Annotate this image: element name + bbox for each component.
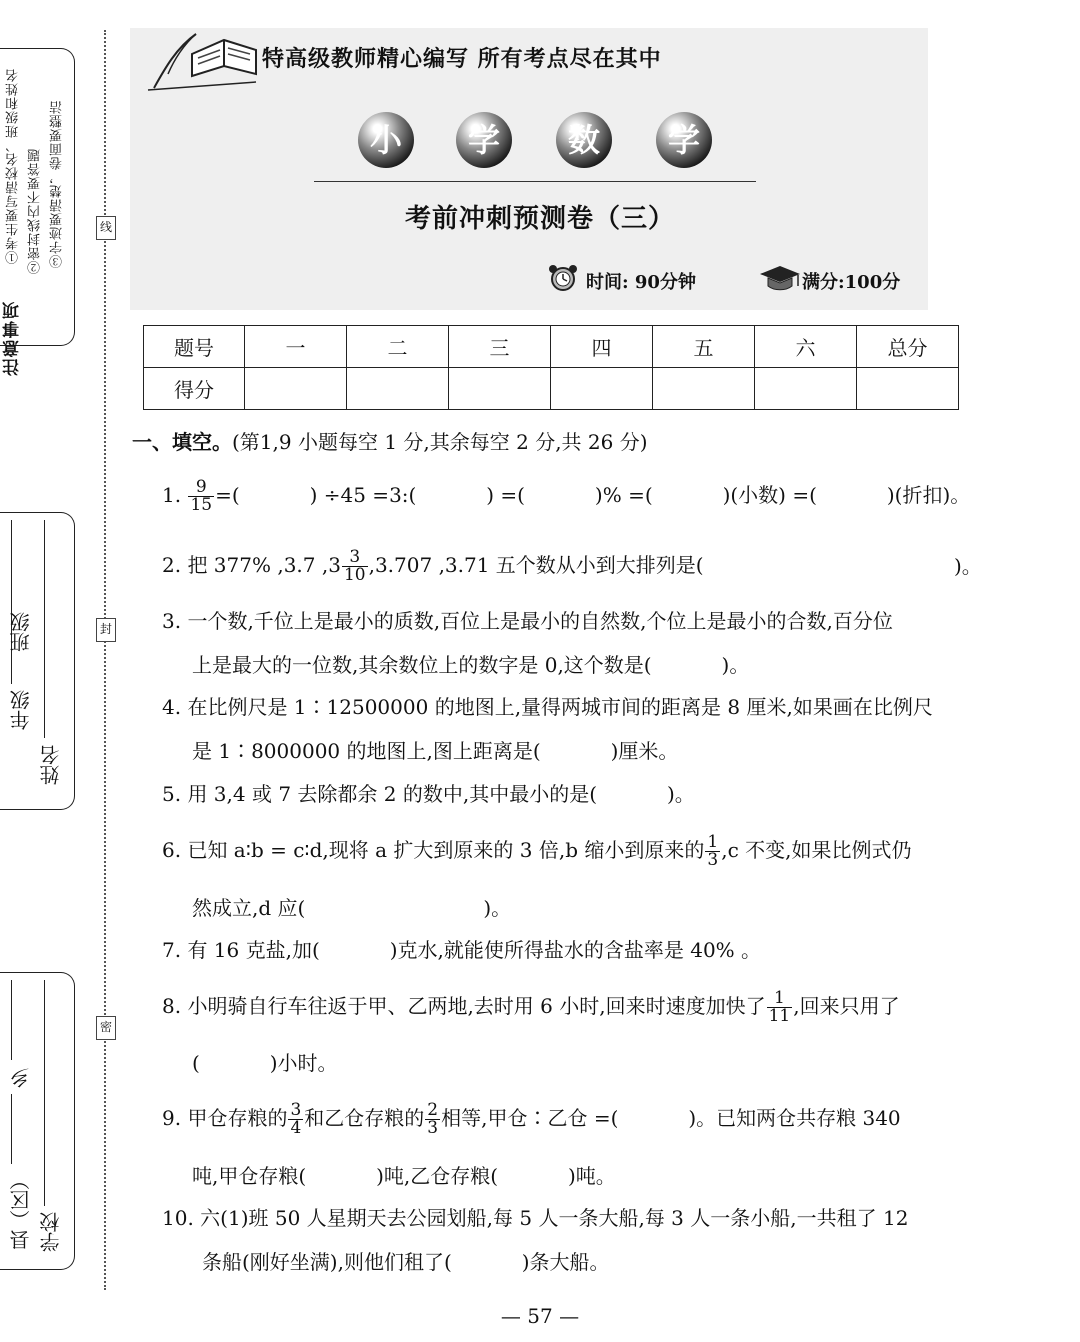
seal-mark-seal: 封 xyxy=(96,618,116,642)
question-2 xyxy=(162,549,704,584)
question-number: 2. xyxy=(162,553,182,577)
score-table-cell: 一 xyxy=(245,326,347,368)
score-cell[interactable] xyxy=(653,368,755,410)
question-4-line2: 是 1∶8000000 的地图上,图上距离是( )厘米。 xyxy=(192,739,679,763)
question-text: 小明骑自行车往返于甲、乙两地,去时用 6 小时,回来时速度加快了 xyxy=(187,994,766,1018)
question-text: ,c 不变,如果比例式仍 xyxy=(721,838,912,862)
numerator: 9 xyxy=(188,479,214,497)
question-8 xyxy=(162,990,900,1025)
score-cell[interactable] xyxy=(245,368,347,410)
score-table-cell: 总分 xyxy=(857,326,959,368)
township-label: 乡 xyxy=(9,1068,33,1088)
question-number: 7. xyxy=(162,938,182,962)
question-text: 有 16 克盐,加( )克水,就能使所得盐水的含盐率是 40% 。 xyxy=(187,938,762,962)
score-cell[interactable] xyxy=(551,368,653,410)
notice-line-3: ③字迹要清楚，卷面要整洁 xyxy=(50,100,65,268)
fraction xyxy=(705,834,720,869)
county-label: 县（区） xyxy=(9,1170,33,1250)
question-text: 和乙仓存粮的 xyxy=(304,1106,425,1130)
question-10 xyxy=(162,1203,908,1233)
denominator: 3 xyxy=(427,1118,439,1138)
score-cell[interactable] xyxy=(347,368,449,410)
question-text: 已知 a∶b = c∶d,现将 a 扩大到原来的 3 倍,b 缩小到原来的 xyxy=(187,838,705,862)
denominator: 4 xyxy=(290,1118,302,1138)
question-6 xyxy=(162,834,912,869)
score-table xyxy=(143,325,959,410)
notice-line-1: ①考生要写清校名、班级和姓名 xyxy=(6,68,21,264)
subject-char-4: 学 xyxy=(656,112,712,168)
grade-blank[interactable] xyxy=(11,520,12,684)
notice-line-2: ②密封线内不要答题 xyxy=(28,148,43,274)
question-number: 10. xyxy=(162,1206,194,1230)
fraction xyxy=(342,549,368,584)
question-9-line2: 吨,甲仓存粮( )吨,乙仓存粮( )吨。 xyxy=(192,1164,616,1188)
clock-icon xyxy=(544,264,582,296)
score-label: 满分:100分 xyxy=(802,272,901,293)
fraction xyxy=(188,479,214,514)
question-text: ,回来只用了 xyxy=(793,994,900,1018)
question-number: 9. xyxy=(162,1106,182,1130)
denominator: 3 xyxy=(707,850,719,870)
question-number: 1. xyxy=(162,483,182,507)
time-label: 时间: 90分钟 xyxy=(586,272,696,293)
question-number: 8. xyxy=(162,994,182,1018)
question-7 xyxy=(162,935,761,965)
score-table-cell: 二 xyxy=(347,326,449,368)
score-table-cell: 三 xyxy=(449,326,551,368)
score-row-label: 得分 xyxy=(144,368,245,410)
grade-label: 年级 xyxy=(9,690,33,730)
seal-mark-secret: 密 xyxy=(96,1016,116,1040)
township-blank[interactable] xyxy=(11,980,12,1060)
numerator: 3 xyxy=(342,549,368,567)
notice-title: 注意事项 xyxy=(3,300,23,376)
score-table-cell: 四 xyxy=(551,326,653,368)
question-text: 用 3,4 或 7 去除都余 2 的数中,其中最小的是( )。 xyxy=(187,782,695,806)
denominator: 10 xyxy=(343,565,366,585)
fraction xyxy=(425,1102,440,1137)
score-table-cell: 题号 xyxy=(144,326,245,368)
name-blank[interactable] xyxy=(44,520,45,738)
denominator: 11 xyxy=(768,1006,791,1026)
score-table-score-row xyxy=(144,368,959,410)
question-text: 甲仓存粮的 xyxy=(187,1106,288,1130)
graduation-cap-icon xyxy=(758,264,802,296)
question-6-line2: 然成立,d 应( )。 xyxy=(192,896,512,920)
subject-char-3: 数 xyxy=(556,112,612,168)
seal-mark-line: 线 xyxy=(96,216,116,240)
denominator: 15 xyxy=(190,495,213,515)
name-label: 姓名 xyxy=(39,745,63,785)
question-3-line2: 上是最大的一位数,其余数位上的数字是 0,这个数是( )。 xyxy=(192,653,750,677)
fraction xyxy=(767,990,793,1025)
numerator: 2 xyxy=(427,1100,439,1120)
question-5 xyxy=(162,779,695,809)
class-label: 班级 xyxy=(9,612,33,652)
numerator: 1 xyxy=(707,832,719,852)
section-title xyxy=(132,426,648,455)
numerator: 1 xyxy=(767,990,793,1008)
exam-title: 考前冲刺预测卷（三） xyxy=(404,204,675,234)
question-number: 3. xyxy=(162,609,182,633)
question-1 xyxy=(162,479,970,514)
question-text: =( ) ÷45 =3:( ) =( )% =( )(小数) =( )(折扣)。 xyxy=(215,483,971,507)
book-quill-icon xyxy=(144,30,260,96)
score-table-cell: 六 xyxy=(755,326,857,368)
section-title-note: (第1,9 小题每空 1 分,其余每空 2 分,共 26 分) xyxy=(232,430,648,454)
question-text: 在比例尺是 1∶12500000 的地图上,量得两城市间的距离是 8 厘米,如果画在比例尺 xyxy=(187,695,933,719)
question-number: 5. xyxy=(162,782,182,806)
question-text: 把 377% ,3.7 ,3 xyxy=(187,553,341,577)
question-text: 一个数,千位上是最小的质数,百位上是最小的自然数,个位上是最小的合数,百分位 xyxy=(187,609,893,633)
fraction xyxy=(288,1102,303,1137)
question-8-line2: ( )小时。 xyxy=(192,1051,338,1075)
question-10-line2: 条船(刚好坐满),则他们租了( )条大船。 xyxy=(202,1250,610,1274)
section-title-bold: 一、填空。 xyxy=(132,430,232,454)
numerator: 3 xyxy=(290,1100,302,1120)
subject-char-2: 学 xyxy=(456,112,512,168)
score-cell[interactable] xyxy=(755,368,857,410)
slogan: 特高级教师精心编写 所有考点尽在其中 xyxy=(262,47,662,72)
school-blank[interactable] xyxy=(44,980,45,1206)
question-text: 六(1)班 50 人星期天去公园划船,每 5 人一条大船,每 3 人一条小船,一共租了 12 xyxy=(200,1206,909,1230)
title-divider xyxy=(314,181,756,182)
page-number: — 57 — xyxy=(500,1304,580,1328)
score-table-header-row xyxy=(144,326,959,368)
school-label: 学校 xyxy=(39,1212,63,1252)
question-text: ,3.707 ,3.71 五个数从小到大排列是( xyxy=(368,553,704,577)
question-text: 相等,甲仓∶乙仓 =( )。已知两仓共存粮 340 xyxy=(441,1106,901,1130)
question-number: 6. xyxy=(162,838,182,862)
county-blank[interactable] xyxy=(11,1094,12,1164)
question-4 xyxy=(162,692,933,722)
subject-char-1: 小 xyxy=(358,112,414,168)
question-2-close: )。 xyxy=(954,554,982,578)
question-3 xyxy=(162,606,893,636)
score-cell[interactable] xyxy=(449,368,551,410)
score-table-cell: 五 xyxy=(653,326,755,368)
question-9 xyxy=(162,1102,901,1137)
question-number: 4. xyxy=(162,695,182,719)
score-cell[interactable] xyxy=(857,368,959,410)
